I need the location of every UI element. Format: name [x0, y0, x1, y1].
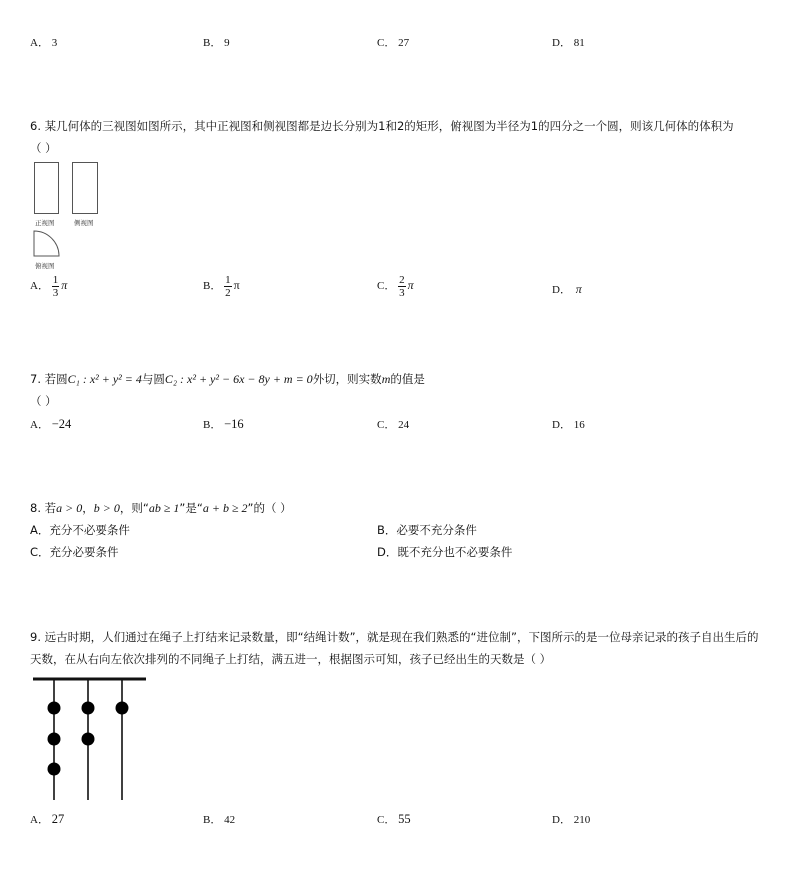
q6-option-c [377, 274, 414, 299]
option-label: A． [30, 419, 49, 431]
top-view-label: 俯视图 [35, 262, 55, 270]
option-label: B． [203, 814, 222, 826]
q5-option-a [30, 34, 57, 50]
variable-m: m [381, 372, 391, 386]
option-value: 42 [224, 814, 236, 826]
option-label: C． [30, 545, 50, 559]
q9-option-b [203, 811, 235, 827]
front-view-rect [34, 162, 59, 214]
q7-paren: （ ） [30, 394, 57, 408]
condition-b: b > 0 [93, 501, 120, 515]
option-value: 81 [573, 37, 585, 49]
q9-option-d [552, 811, 590, 827]
option-label: C． [377, 280, 396, 293]
option-value: 27 [51, 812, 65, 826]
q6-paren: （ ） [30, 141, 57, 155]
side-view-label: 侧视图 [74, 219, 94, 227]
option-value: −24 [51, 417, 72, 431]
option-label: A． [30, 37, 49, 49]
q7-stem: 7. 若圆C₁ : x² + y² = 4与圆C₂ : x² + y² − 6x − 8y + m = 0外切，则实数m的值是 [30, 372, 425, 386]
option-value: 3 [51, 37, 58, 49]
option-label: B． [377, 523, 397, 537]
option-value: −16 [224, 417, 244, 431]
q5-option-b [203, 34, 230, 50]
option-label: A． [30, 523, 50, 537]
rope-knot [48, 763, 61, 776]
option-label: C． [377, 419, 396, 431]
front-view-label: 正视图 [35, 219, 55, 227]
option-value: 16 [573, 419, 585, 431]
pi-symbol: π [407, 278, 414, 293]
rope-knot [48, 733, 61, 746]
side-view-rect [72, 162, 98, 214]
option-value: 必要不充分条件 [396, 523, 477, 537]
q9-stem-line2: 天数，在从右向左依次排列的不同绳子上打结，满五进一，根据图示可知，孩子已经出生的天数是（ ） [30, 652, 552, 666]
pi-symbol: π [575, 282, 582, 296]
option-label: B． [203, 419, 222, 431]
q8-option-b [377, 522, 477, 538]
rope-knot [48, 702, 61, 715]
q6-option-d [552, 281, 582, 297]
option-label: D． [552, 814, 571, 826]
rope-knot [82, 702, 95, 715]
option-label: D． [377, 545, 398, 559]
knot-rope-figure [30, 674, 152, 804]
q8-option-d [377, 544, 512, 560]
q6-stem: 6. 某几何体的三视图如图所示，其中正视图和侧视图都是边长分别为1和2的矩形，俯视图为半径为1的四分之一个圆，则该几何体的体积为 [30, 119, 734, 133]
option-label: B． [203, 37, 222, 49]
pi-symbol: π [61, 278, 68, 293]
option-value: 24 [398, 419, 410, 431]
q7-option-b [203, 416, 244, 432]
option-value: 既不充分也不必要条件 [397, 545, 513, 559]
option-label: B． [203, 280, 222, 293]
q8-option-c [30, 544, 119, 560]
q9-option-c [377, 811, 411, 827]
q7-option-d [552, 416, 585, 432]
condition-a: a > 0 [56, 501, 83, 515]
pi-symbol: π [233, 278, 240, 293]
condition-a-plus-b: a + b ≥ 2 [202, 501, 248, 515]
option-label: A． [30, 280, 49, 293]
fraction: $\frac{2}{3}$ [399, 274, 405, 299]
q5-option-c [377, 34, 409, 50]
condition-ab: ab ≥ 1 [148, 501, 180, 515]
fraction: $\frac{1}{2}$ [225, 274, 231, 299]
option-label: A． [30, 814, 49, 826]
q8-option-a [30, 522, 130, 538]
rope-knot [82, 733, 95, 746]
q8-stem: 8. 若a > 0，b > 0，则“ab ≥ 1”是“a + b ≥ 2”的（ ） [30, 501, 292, 515]
q7-option-a [30, 416, 71, 432]
q5-option-d [552, 34, 585, 50]
fraction: $\frac{1}{3}$ [52, 274, 59, 299]
option-value: 充分必要条件 [49, 545, 119, 559]
option-value: 27 [398, 37, 410, 49]
circle-c1-equation: C₁ : x² + y² = 4 [67, 372, 142, 386]
option-label: D． [552, 419, 571, 431]
rope-knot [116, 702, 129, 715]
q7-option-c [377, 416, 409, 432]
top-view-quarter-circle [33, 230, 63, 258]
option-label: D． [552, 284, 571, 296]
q9-stem-line1: 9. 远古时期，人们通过在绳子上打结来记录数量，即“结绳计数”，就是现在我们熟悉的“进位制”，下图所示的是一位母亲记录的孩子自出生后的 [30, 630, 759, 644]
q9-option-a [30, 811, 64, 827]
option-value: 9 [224, 37, 230, 49]
option-value: 55 [398, 812, 411, 826]
option-value: 210 [573, 814, 591, 826]
option-value: 充分不必要条件 [49, 523, 130, 537]
q6-option-b [203, 274, 240, 299]
option-label: C． [377, 814, 396, 826]
option-label: C． [377, 37, 396, 49]
circle-c2-equation: C₂ : x² + y² − 6x − 8y + m = 0 [164, 372, 313, 386]
q6-option-a [30, 274, 67, 299]
option-label: D． [552, 37, 571, 49]
